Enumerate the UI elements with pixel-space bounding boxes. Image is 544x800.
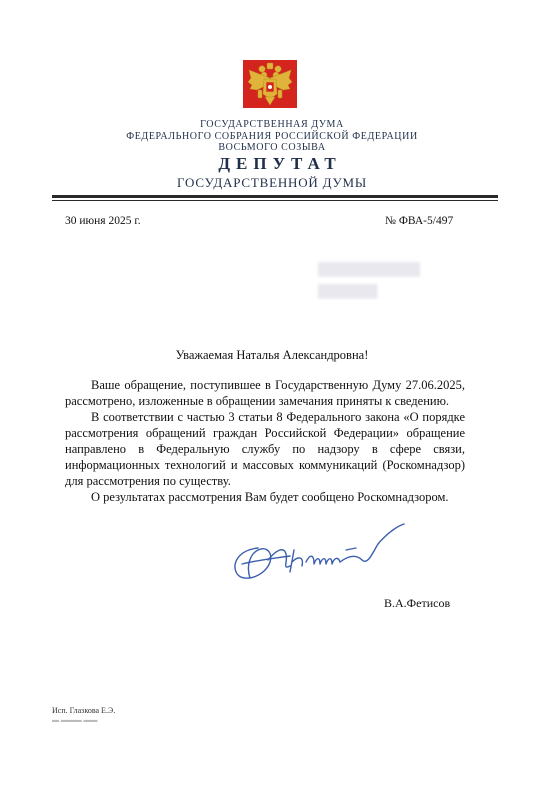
redacted-address-line: ████████████ (318, 262, 421, 276)
body-paragraph: Ваше обращение, поступившее в Государственную Думу 27.06.2025, рассмотрено, изложенные в обращении замечания приняты к сведению. (65, 378, 465, 408)
org-line-2: ФЕДЕРАЛЬНОГО СОБРАНИЯ РОССИЙСКОЙ ФЕДЕРАЦИИ (126, 131, 418, 142)
executor-phone-redacted: ▬ ▬▬▬ ▬▬ (52, 716, 98, 724)
letterhead-title: ДЕПУТАТ (218, 154, 342, 173)
header-rule-thick (52, 195, 498, 198)
signer-name: В.А.Фетисов (384, 596, 451, 610)
handwritten-signature-icon (228, 520, 428, 590)
org-line-1: ГОСУДАРСТВЕННАЯ ДУМА (200, 119, 344, 130)
letterhead-subtitle: ГОСУДАРСТВЕННОЙ ДУМЫ (177, 175, 367, 190)
letter-date: 30 июня 2025 г. (65, 215, 141, 227)
coat-of-arms-icon (243, 60, 297, 108)
body-paragraph: О результатах рассмотрения Вам будет сообщено Роскомнадзором. (91, 490, 449, 504)
executor-note: Исп. Глазкова Е.Э. (52, 706, 116, 715)
body-paragraph: В соответствии с частью 3 статьи 8 Федерального закона «О порядке рассмотрения обращений граждан Российской Федерации» обращение направлено в Федеральную службу по надзору в сфере связи, информационных технологий и массовых коммуникаций (Роскомнадзор) для рассмотрения по существу. (65, 410, 465, 488)
letter-body (65, 377, 465, 505)
greeting: Уважаемая Наталья Александровна! (175, 348, 369, 362)
registration-number: № ФВА-5/497 (385, 215, 454, 227)
org-line-3: ВОСЬМОГО СОЗЫВА (218, 142, 326, 153)
redacted-address-line: ███████ (318, 284, 378, 298)
header-rule-thin (52, 200, 498, 201)
